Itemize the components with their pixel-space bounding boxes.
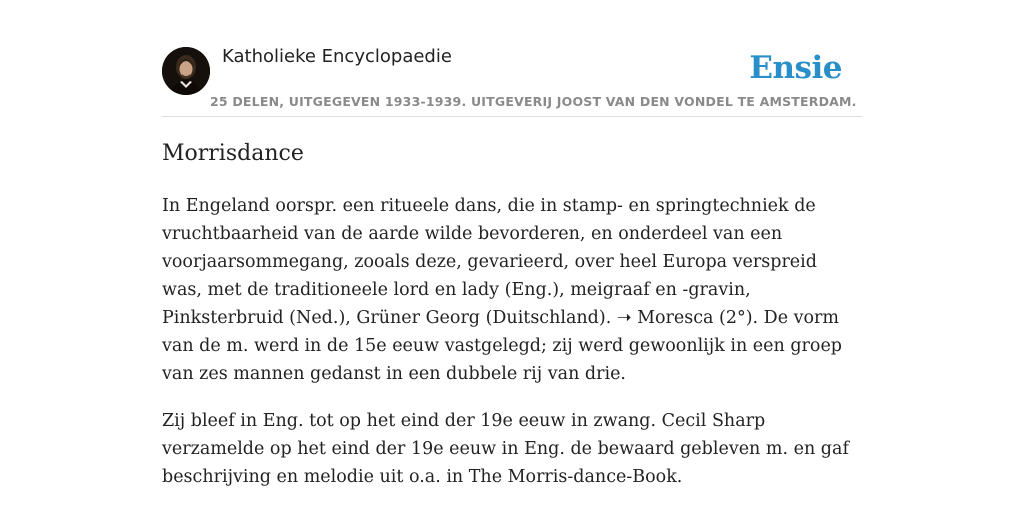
source-header: [162, 0, 862, 117]
page-container: [162, 0, 862, 487]
entry-paragraph: In Engeland oorspr. een ritueele dans, die in stamp- en springtechniek de vruchtbaarheid van de aarde wilde bevorderen, en onderdeel van een voorjaarsommegang, zooals deze, gevarieerd, over heel Europa verspreid was, met de traditioneele lord en lady (Eng.), meigraaf en -gravin, Pinksterbruid (Ned.), Grüner Georg (Duitschland). ➝ Moresca (2°). De vorm van de m. werd in de 15e eeuw vastgelegd; zij werd gewoonlijk in een groep van zes mannen gedanst in een dubbele rij van drie.: [162, 196, 843, 384]
source-title[interactable]: Katholieke Encyclopaedie: [222, 46, 452, 67]
portrait-icon: [162, 47, 210, 95]
entry-paragraph: Zij bleef in Eng. tot op het eind der 19e eeuw in zwang. Cecil Sharp verzamelde op het eind der 19e eeuw in Eng. de bewaard gebleven m. en gaf beschrijving en melodie uit o.a. in The Morris-dance-Book.: [162, 411, 849, 487]
source-avatar[interactable]: [162, 47, 210, 95]
ensie-logo-link[interactable]: Ensie: [749, 50, 842, 86]
entry-title: Morrisdance: [162, 141, 304, 166]
source-meta: 25 DELEN, UITGEGEVEN 1933-1939. UITGEVERIJ JOOST VAN DEN VONDEL TE AMSTERDAM.: [210, 94, 857, 109]
